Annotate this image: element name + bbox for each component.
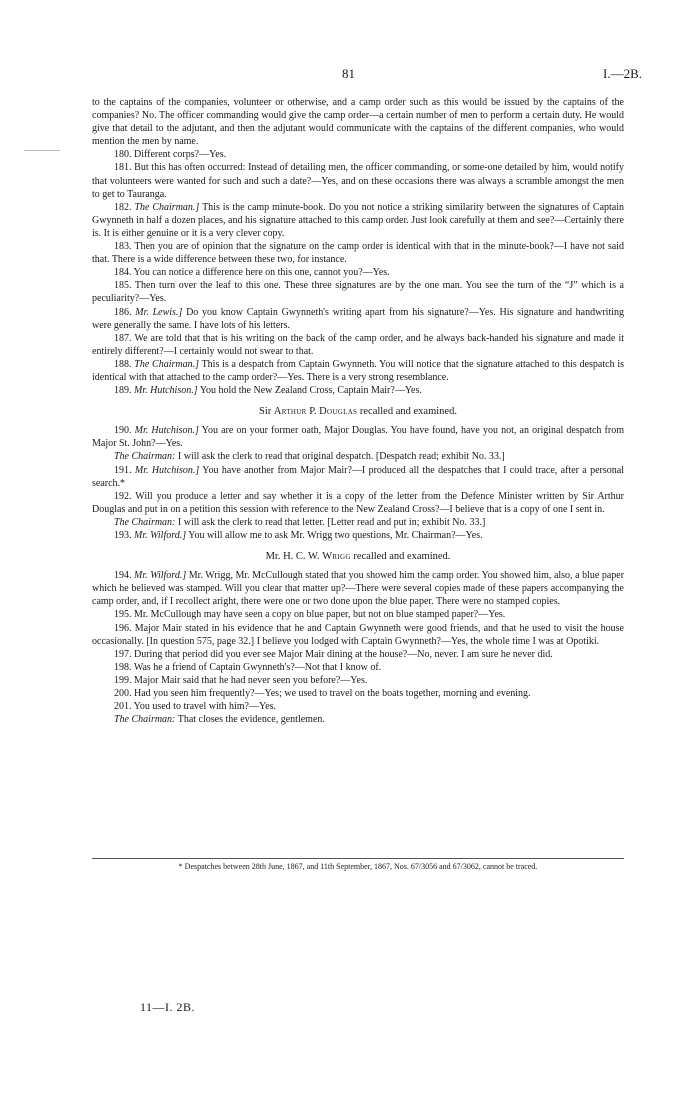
speaker-name: Mr. Hutchison.] — [134, 385, 198, 397]
speaker-name: The Chairman.] — [134, 358, 199, 370]
paragraph — [92, 648, 624, 661]
question-number: 186. — [114, 306, 136, 318]
paragraph — [92, 569, 624, 608]
question-number: 190. — [114, 425, 135, 437]
paragraph-text: Do you know Captain Gwynneth's writing apart from his signature?—Yes. His signature and handwriting were generally the same. I have lots of his letters. — [92, 306, 625, 331]
paragraph-text: I will ask the clerk to read that letter. [Letter read and put in; exhibit No. 33.] — [175, 516, 486, 528]
page-header — [0, 66, 700, 86]
paragraph-text: 180. Different corps?—Yes. — [114, 149, 227, 161]
paragraph — [92, 661, 624, 674]
speaker-name: The Chairman.] — [134, 201, 200, 213]
paragraph-text: 187. We are told that that is his writing on the back of the camp order, and he always back-handed his signature and made it entirely different?—I certainly would not swear to that. — [92, 332, 624, 357]
paragraph — [92, 240, 624, 266]
printer-signature-mark: 11—I. 2B. — [140, 1000, 196, 1014]
paragraph-text: to the captains of the companies, volunteer or otherwise, and a camp order such as this would be issued by the captains of the companies? No. The officer commanding would give the camp order—a certain number of men to perform a certain duty. He would give that detail to the adjutant, and then the adjutant would communicate with the captains of the different companies, who would mention the men by name. — [92, 97, 624, 148]
paragraph-text: 192. Will you produce a letter and say whether it is a copy of the letter from the Defence Minister written by Sir Arthur Douglas and put in on a petition this session with reference to the New Zealand Cross?—I believe that is a copy of one I sent in. — [92, 490, 624, 515]
speaker-name: Mr. Wilford.] — [134, 570, 187, 582]
speaker-name: Mr. Wilford.] — [134, 530, 187, 541]
paragraph — [92, 306, 624, 332]
paragraph — [92, 384, 624, 397]
paragraph — [92, 687, 624, 700]
witness-initial: P. — [306, 406, 320, 418]
speaker-name: The Chairman: — [114, 516, 176, 528]
paragraph-text: 197. During that period did you ever see Major Mair dining at the house?—No, never. I am sure he never did. — [114, 648, 553, 660]
footnote-divider — [92, 858, 624, 859]
paragraph-text: You will allow me to ask Mr. Wrigg two questions, Mr. Chairman?—Yes. — [186, 530, 483, 541]
witness-surname: Douglas — [319, 406, 358, 418]
paragraph-text: 185. Then turn over the leaf to this one. These three signatures are by the one man. You see the turn of the “J” which is a peculiarity?—Yes. — [92, 280, 624, 305]
speaker-name: Mr. Hutchison.] — [134, 464, 200, 476]
paragraph-text: 184. You can notice a difference here on this one, cannot you?—Yes. — [114, 267, 390, 279]
paragraph — [92, 450, 624, 463]
document-reference: I.—2B. — [603, 66, 642, 81]
paragraph — [92, 700, 624, 713]
witness-name: Wrigg — [322, 551, 351, 563]
witness-heading — [92, 550, 624, 563]
paragraph — [92, 358, 624, 384]
question-number: 189. — [114, 385, 134, 397]
speaker-name: The Chairman: — [114, 451, 176, 463]
paragraph — [92, 490, 624, 516]
paragraph — [92, 529, 624, 542]
paragraph — [92, 161, 624, 200]
paragraph — [92, 96, 624, 148]
paragraph-text: 181. But this has often occurred: Instead of detailing men, the officer commanding, or some-one detailed by him, would notify that volunteers were wanted for such and such a date?—Yes, and on these occasions there was always a scramble amongst the men to get to Tauranga. — [92, 162, 624, 200]
paragraph — [92, 713, 624, 726]
paragraph — [92, 464, 624, 490]
question-number: 191. — [114, 464, 135, 476]
paragraph-text: 201. You used to travel with him?—Yes. — [114, 701, 277, 713]
body-text — [92, 96, 624, 726]
witness-status: recalled and examined. — [350, 551, 451, 563]
witness-title: Mr. H. C. W. — [265, 551, 323, 563]
paragraph — [92, 201, 624, 240]
witness-title: Sir — [259, 406, 274, 418]
speaker-name: The Chairman: — [114, 714, 176, 726]
paragraph-text: 183. Then you are of opinion that the signature on the camp order is identical with that in the minute-book?—I have not said that. There is a wide difference between these two, for instance. — [92, 241, 624, 266]
paragraph-text: 195. Mr. McCullough may have seen a copy on blue paper, but not on blue stamped paper?—Yes. — [114, 609, 506, 621]
paragraph — [92, 674, 624, 687]
paragraph — [92, 279, 624, 305]
question-number: 182. — [114, 201, 135, 213]
paragraph — [92, 622, 624, 648]
speaker-name: Mr. Lewis.] — [135, 306, 183, 318]
paragraph-text: Mr. Wrigg, Mr. McCullough stated that you showed him the camp order. You showed him, also, a blue paper which he believed was stamped. Will you clear that matter up?—There were several copies made of these papers accompanying the camp order, and, if I recollect aright, there were one or two done upon the blue paper. There were no stamped copies. — [92, 570, 625, 608]
paragraph — [92, 608, 624, 621]
paragraph-text: You hold the New Zealand Cross, Captain Mair?—Yes. — [197, 385, 422, 397]
paragraph-text: That closes the evidence, gentlemen. — [175, 714, 325, 726]
paragraph — [92, 424, 624, 450]
paragraph-text: 199. Major Mair said that he had never seen you before?—Yes. — [114, 674, 368, 686]
question-number: 188. — [114, 358, 135, 370]
footnote: * Despatches between 28th June, 1867, and 11th September, 1867, Nos. 67/3056 and 67/3062, cannot be traced. — [178, 862, 538, 871]
paragraph-text: I will ask the clerk to read that original despatch. [Despatch read; exhibit No. 33.] — [175, 451, 505, 463]
question-number: 194. — [114, 570, 135, 582]
witness-name: Arthur — [273, 406, 307, 418]
witness-status: recalled and examined. — [357, 406, 457, 418]
paragraph-text: 198. Was he a friend of Captain Gwynneth's?—Not that I know of. — [114, 661, 382, 673]
speaker-name: Mr. Hutchison.] — [134, 425, 199, 437]
paragraph-text: You are on your former oath, Major Douglas. You have found, have you not, an original despatch from Major St. John?—Yes. — [92, 425, 624, 450]
witness-heading — [92, 405, 624, 418]
paragraph — [92, 266, 624, 279]
paragraph — [92, 516, 624, 529]
paragraph — [92, 148, 624, 161]
paragraph — [92, 332, 624, 358]
margin-mark — [24, 150, 60, 151]
paragraph-text: This is the camp minute-book. Do you not notice a striking similarity between the signatures of Captain Gwynneth in half a dozen places, and his signature attached to this camp order. Just look carefully at them and see?—Certainly there is. It is either genuine or it is a very clever copy. — [92, 201, 625, 239]
paragraph-text: This is a despatch from Captain Gwynneth. You will notice that the signature attached to this despatch is identical with that attached to the camp order?—Yes. There is a very strong resemblance. — [92, 358, 625, 383]
paragraph-text: You have another from Major Mair?—I produced all the despatches that I could trace, after a personal search.* — [92, 464, 624, 489]
paragraph-text: 196. Major Mair stated in his evidence that he and Captain Gwynneth were good friends, and that he used to visit the house occasionally. [In question 575, page 32.] I believe you lodged with Captain Gwynneth?—Yes, the whole time I was at Opotiki. — [92, 622, 624, 647]
paragraph-text: 200. Had you seen him frequently?—Yes; we used to travel on the boats together, morning and evening. — [114, 688, 531, 700]
question-number: 193. — [114, 530, 134, 541]
page-number: 81 — [342, 66, 355, 81]
